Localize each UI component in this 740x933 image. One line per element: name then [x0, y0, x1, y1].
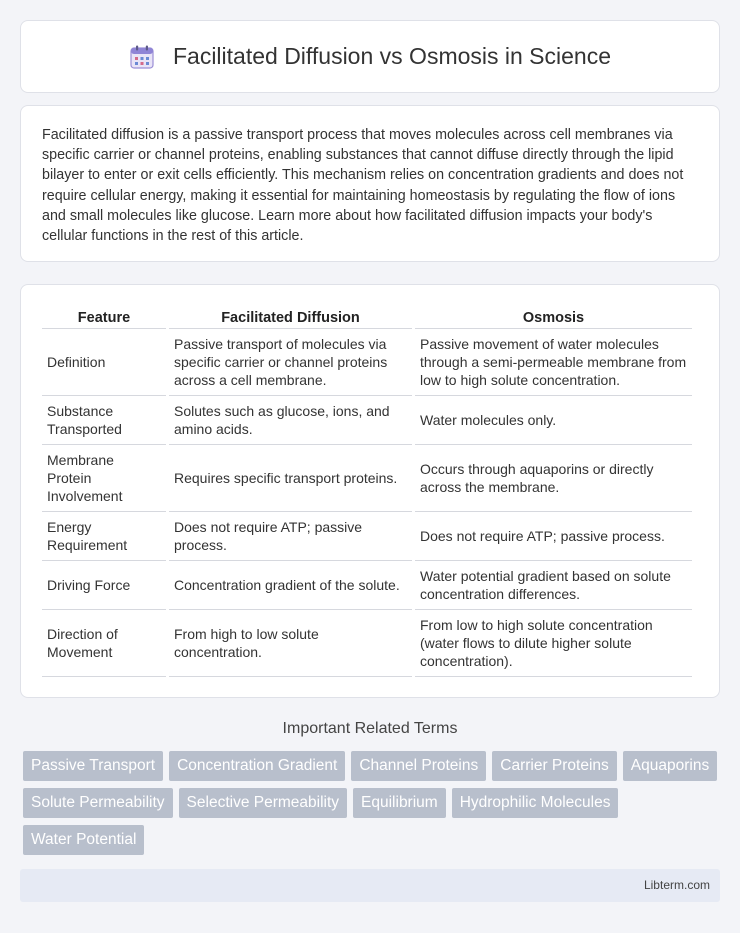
table-row	[42, 329, 692, 396]
intro-paragraph: Facilitated diffusion is a passive transport process that moves molecules across cell membranes via specific carrier or channel proteins, enabling substances that cannot diffuse directly through the lipid bilayer to enter or exit cells efficiently. This mechanism relies on concentration gradients and does not require cellular energy, making it essential for maintaining homeostasis by regulating the flow of ions and small molecules like glucose. Learn more about how facilitated diffusion impacts your body's cellular functions in the rest of this article.	[42, 127, 684, 245]
column-header-facilitated-diffusion: Facilitated Diffusion	[169, 305, 412, 329]
facilitated-diffusion-cell: Concentration gradient of the solute.	[169, 561, 412, 610]
column-header-osmosis: Osmosis	[415, 305, 692, 329]
comparison-table	[39, 305, 695, 677]
table-row	[42, 396, 692, 445]
osmosis-cell: Water potential gradient based on solute concentration differences.	[415, 561, 692, 610]
feature-cell: Driving Force	[42, 561, 166, 610]
intro-card	[20, 105, 720, 262]
feature-cell: Substance Transported	[42, 396, 166, 445]
calendar-icon	[129, 44, 155, 70]
related-term-tag[interactable]: Water Potential	[23, 825, 144, 855]
table-row	[42, 561, 692, 610]
page-title: Facilitated Diffusion vs Osmosis in Science	[172, 43, 612, 69]
feature-cell: Membrane Protein Involvement	[42, 445, 166, 512]
osmosis-cell: Water molecules only.	[415, 396, 692, 445]
osmosis-cell: Occurs through aquaporins or directly across the membrane.	[415, 445, 692, 512]
osmosis-cell: From low to high solute concentration (water flows to dilute higher solute concentration).	[415, 610, 692, 677]
table-row	[42, 445, 692, 512]
related-terms-title: Important Related Terms	[282, 720, 458, 737]
related-term-tag[interactable]: Carrier Proteins	[492, 751, 617, 781]
related-terms-list	[23, 751, 723, 855]
footer-site-link[interactable]: Libterm.com	[643, 878, 710, 892]
related-term-tag[interactable]: Channel Proteins	[351, 751, 486, 781]
comparison-table-card	[20, 284, 720, 698]
facilitated-diffusion-cell: Passive transport of molecules via specific carrier or channel proteins across a cell membrane.	[169, 329, 412, 396]
table-row	[42, 512, 692, 561]
related-term-tag[interactable]: Concentration Gradient	[169, 751, 345, 781]
footer	[20, 869, 720, 902]
related-term-tag[interactable]: Hydrophilic Molecules	[452, 788, 619, 818]
facilitated-diffusion-cell: Requires specific transport proteins.	[169, 445, 412, 512]
facilitated-diffusion-cell: Solutes such as glucose, ions, and amino acids.	[169, 396, 412, 445]
column-header-feature: Feature	[42, 305, 166, 329]
feature-cell: Energy Requirement	[42, 512, 166, 561]
related-term-tag[interactable]: Solute Permeability	[23, 788, 173, 818]
related-term-tag[interactable]: Aquaporins	[623, 751, 717, 781]
related-term-tag[interactable]: Passive Transport	[23, 751, 163, 781]
header-card	[20, 20, 720, 93]
facilitated-diffusion-cell: From high to low solute concentration.	[169, 610, 412, 677]
feature-cell: Definition	[42, 329, 166, 396]
osmosis-cell: Does not require ATP; passive process.	[415, 512, 692, 561]
related-term-tag[interactable]: Equilibrium	[353, 788, 446, 818]
feature-cell: Direction of Movement	[42, 610, 166, 677]
related-term-tag[interactable]: Selective Permeability	[179, 788, 347, 818]
facilitated-diffusion-cell: Does not require ATP; passive process.	[169, 512, 412, 561]
table-header-row	[42, 305, 692, 329]
table-row	[42, 610, 692, 677]
osmosis-cell: Passive movement of water molecules through a semi-permeable membrane from low to high solute concentration.	[415, 329, 692, 396]
